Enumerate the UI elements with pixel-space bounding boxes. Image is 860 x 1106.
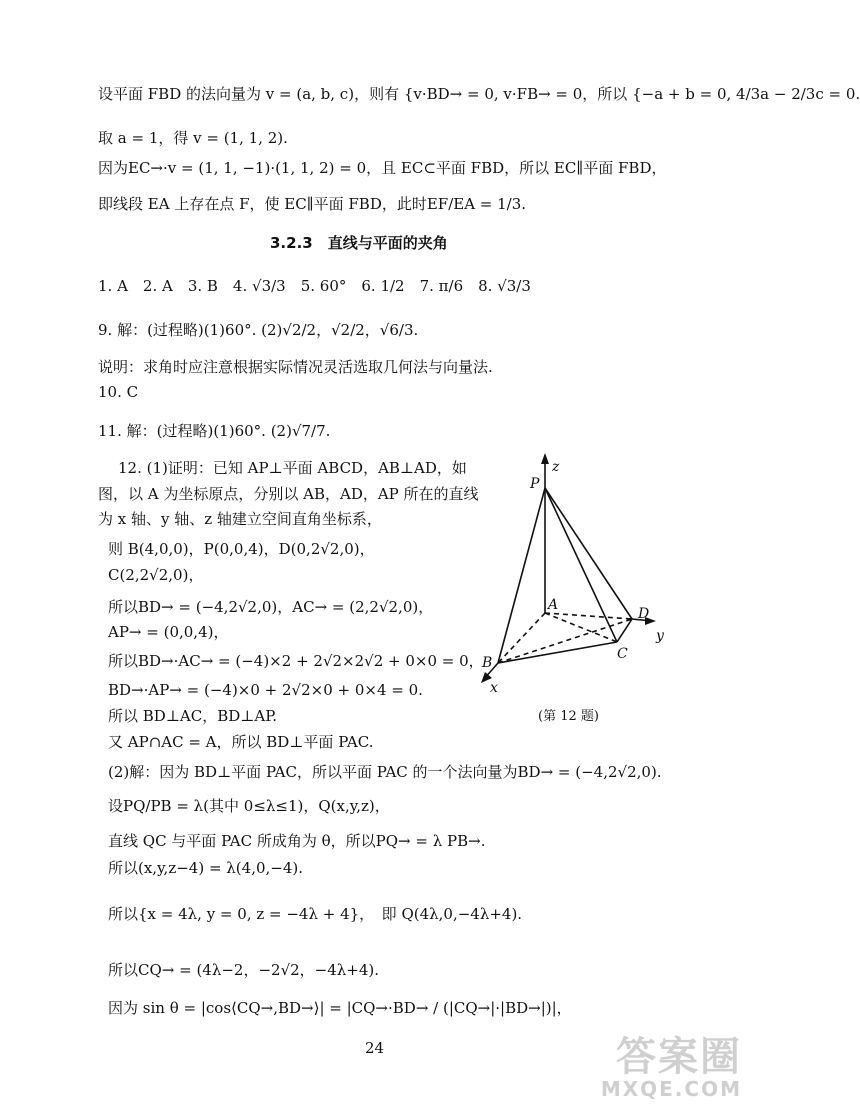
answer-12-line-4: 则 B(4,0,0)，P(0,0,4)，D(0,2√2,0)， (108, 540, 375, 558)
answer-12-line-5: C(2,2√2,0)， (108, 566, 204, 584)
label-a: A (548, 597, 559, 613)
edge-pb (498, 488, 545, 663)
answer-11: 11. 解：(过程略)(1)60°. (2)√7/7. (98, 422, 331, 440)
figure-caption: (第 12 题) (538, 709, 599, 724)
answer-12-line-18: 因为 sin θ = |cos⟨CQ→,BD→⟩| = |CQ→·BD→ / (|CQ→|·|BD→|)|， (108, 999, 572, 1017)
edge-bc (498, 642, 617, 663)
answer-12-line-9: BD→·AP→ = (−4)×0 + 2√2×0 + 0×4 = 0. (108, 681, 423, 699)
answer-12-line-12: (2)解：因为 BD⊥平面 PAC，所以平面 PAC 的一个法向量为BD→ = (−4,2√2,0). (108, 763, 662, 781)
label-p: P (530, 476, 540, 492)
pyramid-figure (460, 445, 700, 735)
answer-12-line-16: 所以{x = 4λ, y = 0, z = −4λ + 4}， 即 Q(4λ,0,−4λ+4). (108, 905, 523, 923)
text-line-3: 因为EC→·v = (1, 1, −1)·(1, 1, 2) = 0，且 EC⊂平面 FBD，所以 EC∥平面 FBD， (98, 159, 667, 177)
answer-12-line-3: 为 x 轴、y 轴、z 轴建立空间直角坐标系， (98, 510, 382, 528)
text-line-2: 取 a = 1，得 v = (1, 1, 2). (98, 129, 288, 147)
answer-12-line-1: 12. (1)证明：已知 AP⊥平面 ABCD，AB⊥AD，如 (118, 459, 467, 477)
label-x: x (490, 680, 498, 696)
watermark (601, 1036, 742, 1100)
answer-10: 10. C (98, 383, 139, 401)
answers-1-8: 1. A 2. A 3. B 4. √3/3 5. 60° 6. 1/2 7. π/6 8. √3/3 (98, 277, 531, 295)
watermark-line-2: MXQE.COM (600, 1077, 742, 1101)
answer-12-line-15: 所以(x,y,z−4) = λ(4,0,−4). (108, 859, 304, 877)
z-axis-arrowhead (541, 453, 549, 464)
label-y: y (656, 628, 664, 644)
answer-12-line-11: 又 AP∩AC = A，所以 BD⊥平面 PAC. (108, 733, 374, 751)
y-axis-line (545, 613, 632, 619)
text-line-1: 设平面 FBD 的法向量为 v = (a, b, c)，则有 {v·BD→ = 0, v·FB→ = 0，所以 {−a + b = 0, 4/3a − 2/3c = 0. (98, 85, 860, 103)
section-title: 3.2.3 直线与平面的夹角 (270, 234, 448, 252)
page-number: 24 (365, 1039, 385, 1057)
label-c: C (617, 646, 628, 662)
watermark-line-1: 答案圈 (616, 1034, 742, 1080)
edge-pc (545, 488, 617, 642)
label-d: D (638, 606, 650, 622)
answer-12-line-8: 所以BD→·AC→ = (−4)×2 + 2√2×2√2 + 0×0 = 0， (108, 652, 484, 670)
label-b: B (482, 655, 493, 671)
answer-12-line-6: 所以BD→ = (−4,2√2,0)，AC→ = (2,2√2,0)， (108, 598, 434, 616)
answer-12-line-2: 图，以 A 为坐标原点，分别以 AB，AD，AP 所在的直线 (98, 485, 479, 503)
answer-9: 9. 解：(过程略)(1)60°. (2)√2/2，√2/2，√6/3. (98, 321, 419, 339)
label-z: z (552, 459, 560, 475)
answer-12-line-14: 直线 QC 与平面 PAC 所成角为 θ，所以PQ→ = λ PB→. (108, 832, 486, 850)
note-line: 说明：求角时应注意根据实际情况灵活选取几何法与向量法. (98, 358, 493, 376)
answer-12-line-17: 所以CQ→ = (4λ−2，−2√2，−4λ+4). (108, 961, 380, 979)
answer-12-line-7: AP→ = (0,0,4)， (108, 623, 229, 641)
answer-12-line-10: 所以 BD⊥AC，BD⊥AP. (108, 707, 278, 725)
text-line-4: 即线段 EA 上存在点 F，使 EC∥平面 FBD，此时EF/EA = 1/3. (98, 195, 527, 213)
answer-12-line-13: 设PQ/PB = λ(其中 0≤λ≤1)，Q(x,y,z)， (108, 797, 390, 815)
